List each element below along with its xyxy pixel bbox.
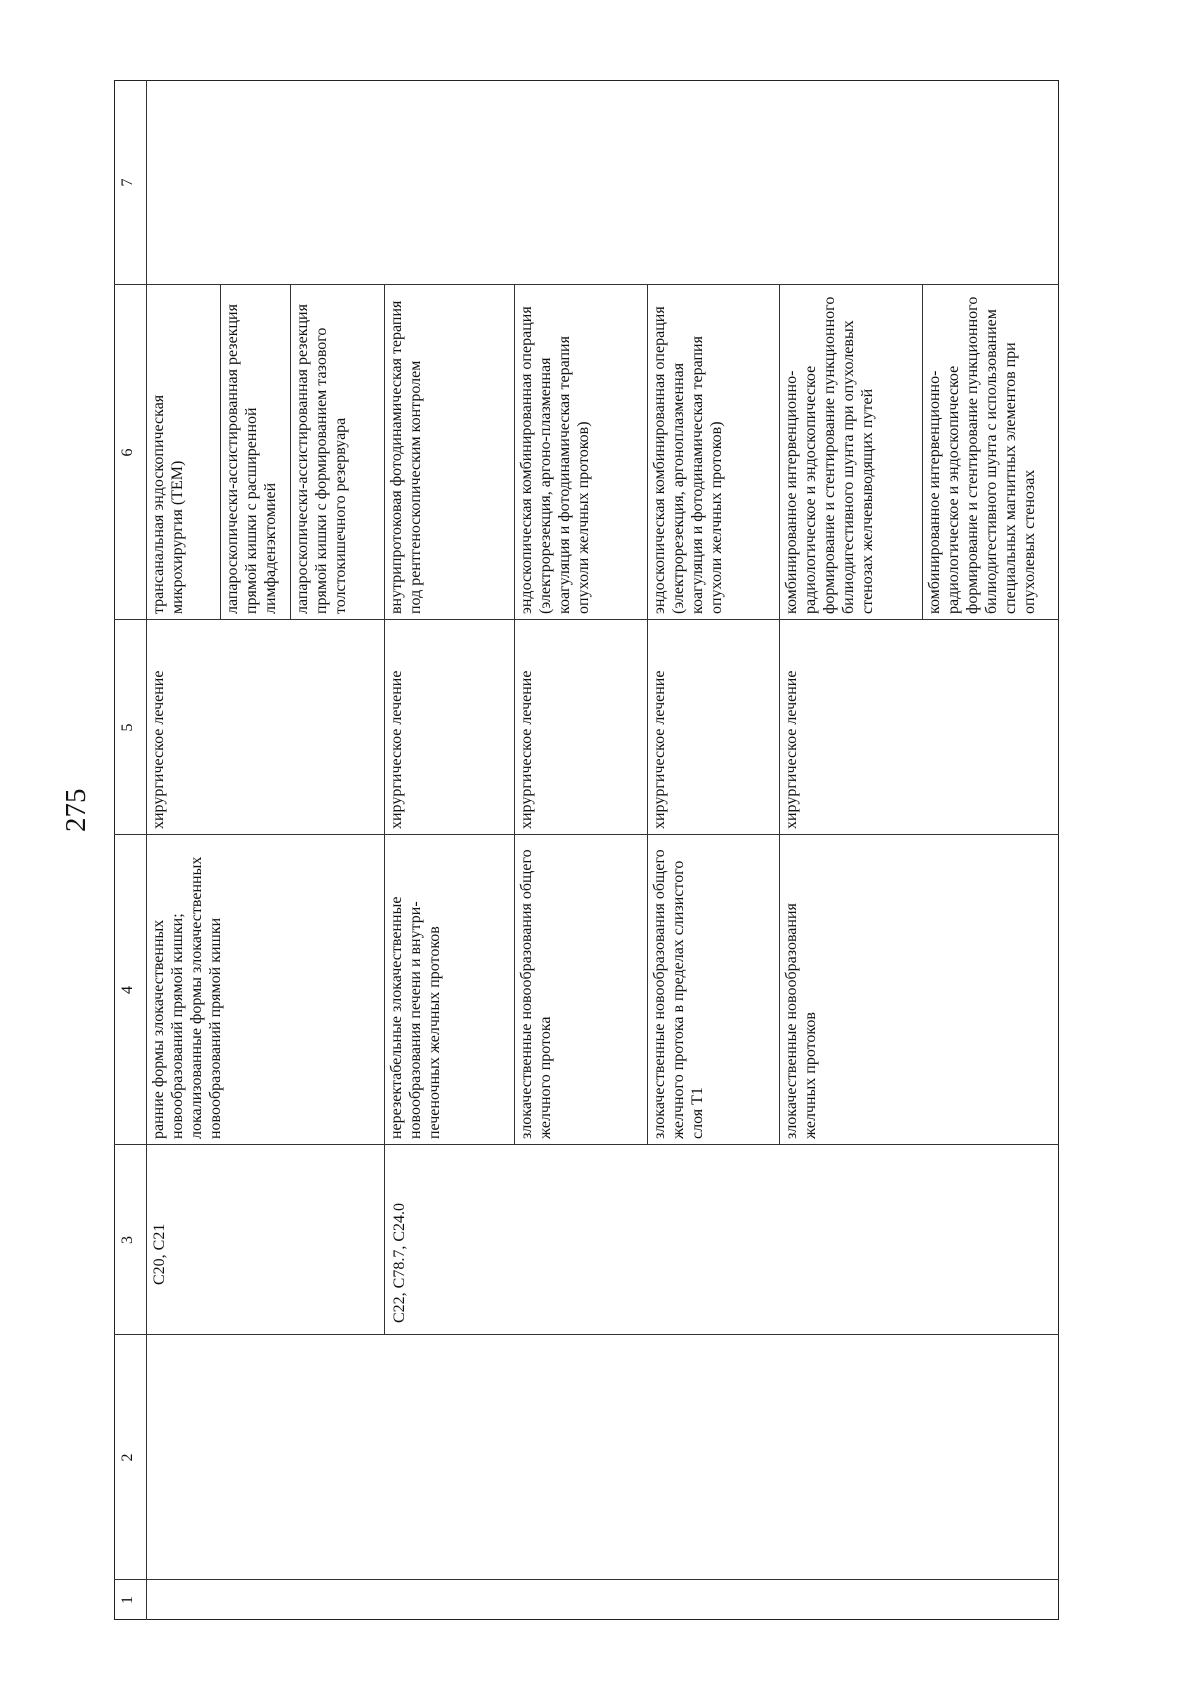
header-col-3: 3 [119,1236,136,1244]
r1-codes: C20, C21 [151,1223,168,1285]
r3-treatment: хирургическое лечение [518,670,535,829]
col-divider [114,1579,1059,1580]
r4-treatment: хирургическое лечение [651,670,668,829]
header-col-4: 4 [119,986,136,994]
r2-method: внутрипротоковая фотодинамическая терапия под рентгеноскопическим контролем [388,300,424,614]
r4-method: эндоскопическая комбинированная операция (электрорезекция, аргоноплазменная коагуляция и фотодинамическая терапия опухоли желчных протоков) [651,306,725,614]
r1-method-1: трансанальная эндоскопическая микрохирургия (ТЕМ) [150,394,186,614]
r5-treatment: хирургическое лечение [783,670,800,829]
header-col-1: 1 [119,1596,136,1604]
r5-method-1: комбинированное интервенционно-радиологическое и эндоскопическое формирование и стентирование пункционного билиодигестивного шунта при опухолевых стенозах желчевыводящих путей [783,296,876,614]
r2-diagnosis: нерезектабельные злокачественные новообразования печени и внутри-печеночных желчных протоков [388,896,443,1139]
header-col-5: 5 [119,723,136,732]
header-col-7: 7 [119,178,136,187]
r4-diagnosis: злокачественные новообразования общего желчного протока в пределах слизистого слоя T1 [651,849,706,1139]
r5-method-2: комбинированное интервенционно-радиологическое и эндоскопическое формирование и стентирование пункционного билиодигестивного шунта с использованием специальных магнитных элементов при опухолевых стенозах [926,296,1038,614]
r5-diagnosis: злокачественные новообразования желчных протоков [783,903,819,1139]
r1-diagnosis: ранние формы злокачественных новообразований прямой кишки; локализованные формы злокачественных новообразований прямой кишки [150,856,224,1139]
r1-method-3: лапароскопически-ассистированная резекция прямой кишки с формированием тазового толстокишечного резервуара [294,304,349,614]
r3-diagnosis: злокачественные новообразования общего желчного протока [518,849,554,1139]
r2-codes: C22, C78.7, C24.0 [391,1202,408,1323]
page-number: 275 [60,788,92,832]
header-col-2: 2 [119,1453,136,1462]
r1-treatment: хирургическое лечение [150,670,167,829]
procedures-table [114,80,1059,1620]
r3-method: эндоскопическая комбинированная операция (электрорезекция, аргоно-плазменная коагуляция и фотодинамическая терапия опухоли желчных протоков) [518,306,592,614]
header-col-6: 6 [119,448,136,457]
r1-method-2: лапароскопически-ассистированная резекция прямой кишки с расширенной лимфаденэктомией [224,304,279,614]
r2-treatment: хирургическое лечение [388,670,405,829]
